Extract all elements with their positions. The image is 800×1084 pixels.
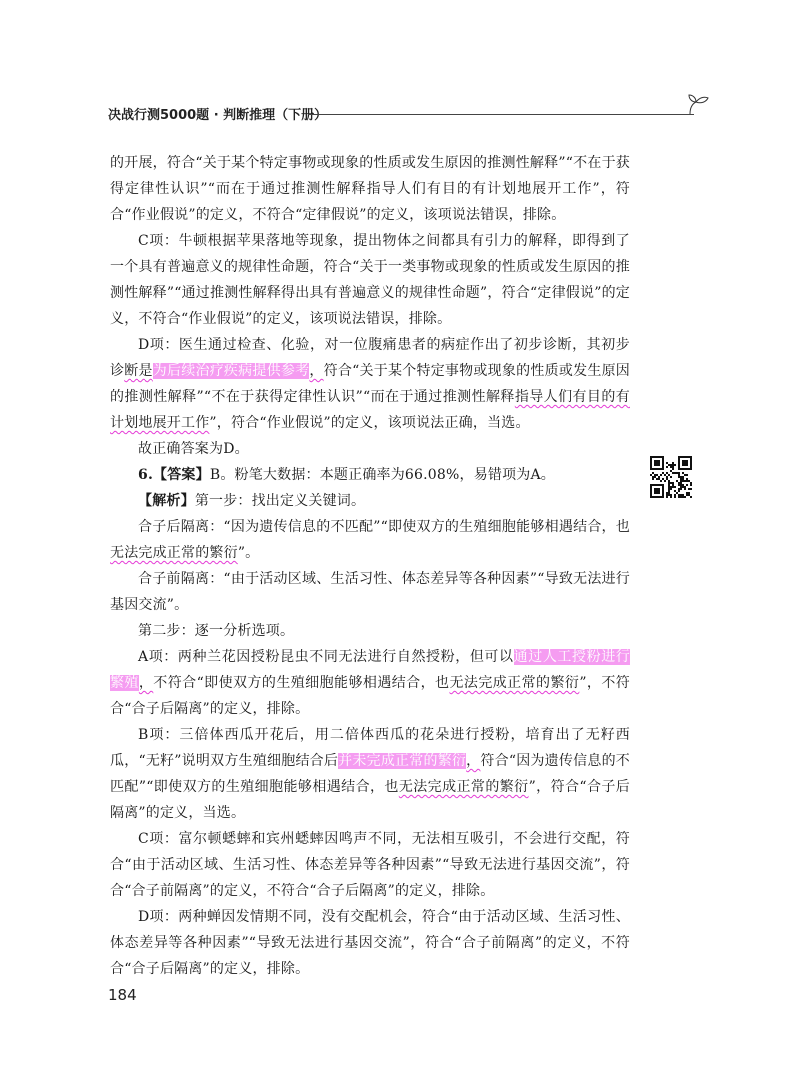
highlighted-text: 通过人工授粉进行繁殖 bbox=[110, 649, 630, 691]
running-header bbox=[108, 104, 708, 128]
underlined-text: 无法完成正常的繁衍 bbox=[449, 675, 580, 691]
text-run: C项：富尔顿蟋蟀和宾州蟋蟀因鸣声不同，无法相互吸引，不会进行交配，符合“由于活动区域、生活习性、体态差异等各种因素”“导致无法进行基因交流”，符合“合子前隔离”的定义，不符合“合子后隔离”的定义，排除。 bbox=[110, 831, 630, 899]
text-run: 第一步：找出定义关键词。 bbox=[194, 493, 366, 509]
text-run: 故正确答案为D。 bbox=[138, 441, 249, 457]
text-run: 合子前隔离：“由于活动区域、生活习性、体态差异等各种因素”“导致无法进行基因交流”。 bbox=[110, 571, 630, 613]
page-number: 184 bbox=[108, 986, 137, 1004]
book-title: 决战行测5000题 · 判断推理（下册） bbox=[108, 108, 328, 123]
underlined-text: 无法完成正常的繁衍 bbox=[398, 779, 529, 795]
text-run: 合子后隔离：“因为遗传信息的不匹配”“即使双方的生殖细胞能够相遇结合，也 bbox=[138, 519, 630, 535]
text-run: B。粉笔大数据：本题正确率为66.08%，易错项为A。 bbox=[209, 467, 556, 483]
text-run: 的开展，符合“关于某个特定事物或现象的性质或发生原因的推测性解释”“不在于获得定律性认识”“而在于通过推测性解释指导人们有目的有计划地展开工作”，符合“作业假说”的定义，不符合“定律假说”的定义，该项说法错误，排除。 bbox=[110, 155, 630, 223]
paragraph bbox=[110, 228, 630, 332]
underlined-text: 无法完成正常的繁衍 bbox=[110, 545, 238, 561]
label-text: 【解析】 bbox=[138, 493, 195, 509]
text-run: 第二步：逐一分析选项。 bbox=[138, 623, 295, 639]
answer-explanation-body bbox=[110, 150, 630, 982]
text-run: 符合“因为遗传信息的不匹配”“即使双方的生殖细胞能够相遇结合，也 bbox=[110, 753, 631, 795]
underlined-text: ， bbox=[138, 675, 154, 691]
text-run: D项：两种蝉因发情期不同，没有交配机会，符合“由于活动区域、生活习性、体态差异等各种因素”“导致无法进行基因交流”，符合“合子前隔离”的定义，不符合“合子后隔离”的定义，排除。 bbox=[110, 909, 630, 977]
text-run: A项：两种兰花因授粉昆虫不同无法进行自然授粉，但可以 bbox=[138, 649, 514, 665]
underlined-text: ， bbox=[466, 753, 481, 769]
underlined-text: 断是 bbox=[124, 363, 153, 379]
text-run: 不符合“即使双方的生殖细胞能够相遇结合，也 bbox=[153, 675, 450, 691]
text-run: ”。 bbox=[237, 545, 260, 561]
paragraph bbox=[110, 904, 630, 982]
text-run: ”，符合“合子后隔离”的定义，当选。 bbox=[110, 779, 630, 821]
underlined-text: ， bbox=[309, 363, 324, 379]
text-run: C项：牛顿根据苹果落地等现象，提出物体之间都具有引力的解释，即得到了一个具有普遍意义的规律性命题，符合“关于一类事物或现象的性质或发生原因的推测性解释”“通过推测性解释得出具有普遍意义的规律性命题”，符合“定律假说”的定义，不符合“作业假说”的定义，该项说法错误，排除。 bbox=[110, 233, 630, 327]
text-run: ”，符合“作业假说”的定义，该项说法正确，当选。 bbox=[209, 415, 530, 431]
paragraph bbox=[110, 436, 630, 462]
text-run: 符合“关于某个特定事物或现象的性质或发生原因的推测性解释”“不在于获得定律性认识”“而在于通过推测性解释 bbox=[110, 363, 631, 405]
paragraph bbox=[110, 618, 630, 644]
highlighted-text: 为后续治疗疾病提供参考 bbox=[152, 363, 310, 379]
sprout-icon bbox=[686, 92, 712, 116]
paragraph bbox=[110, 826, 630, 904]
header-rule bbox=[308, 114, 694, 115]
paragraph bbox=[110, 462, 630, 488]
paragraph bbox=[110, 644, 630, 722]
underlined-text: 指导人们有目的有计划地展开工作 bbox=[110, 389, 630, 431]
highlighted-text: 并未完成正常的繁衍 bbox=[338, 753, 467, 769]
paragraph bbox=[110, 514, 630, 566]
text-run: B项：三倍体西瓜开花后，用二倍体西瓜的花朵进行授粉，培育出了无籽西瓜，“无籽”说明双方生殖细胞结合后 bbox=[110, 727, 630, 769]
label-text: 6.【答案】 bbox=[138, 467, 210, 483]
paragraph bbox=[110, 332, 630, 436]
paragraph bbox=[110, 566, 630, 618]
text-run: ”，不符合“合子后隔离”的定义，排除。 bbox=[110, 675, 630, 717]
paragraph bbox=[110, 488, 630, 514]
text-run: D项：医生通过检查、化验，对一位腹痛患者的病症作出了初步诊断，其初步诊 bbox=[110, 337, 630, 379]
qr-code-icon[interactable] bbox=[650, 456, 692, 498]
paragraph bbox=[110, 722, 630, 826]
paragraph bbox=[110, 150, 630, 228]
